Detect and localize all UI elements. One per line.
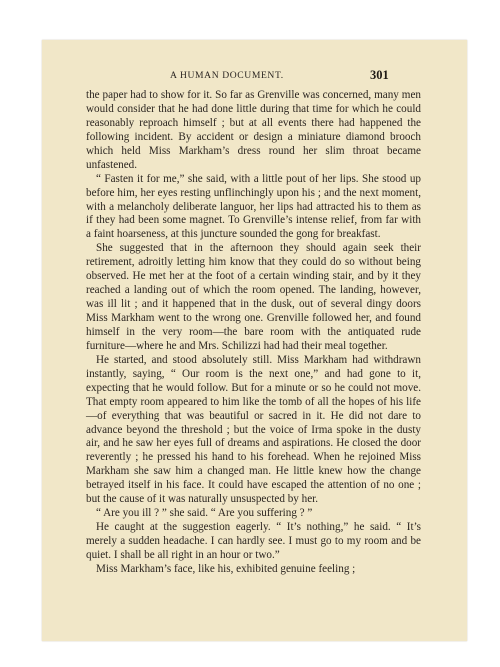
- paragraph: He caught at the suggestion eagerly. “ It’s nothing,” he said. “ It’s merely a sudden headache. I can hardly see. I must go to my room and be quiet. I shall be all right in an hour or two.”: [86, 521, 421, 561]
- paragraph: “ Fasten it for me,” she said, with a little pout of her lips. She stood up before him, her eyes resting unflinchingly upon his ; and the next moment, with a melancholy deliberate languor, her lips had attracted his to them as if they had been some magnet. To Grenville’s intense relief, from far with a faint hoarseness, at this juncture sounded the gong for breakfast.: [86, 172, 421, 241]
- paragraph: He started, and stood absolutely still. Miss Markham had withdrawn instantly, saying, “ Our room is the next one,” and had gone to it, expecting that he would follow. But for a minute or so he could not move. That empty room appeared to him like the tomb of all the hopes of his life—of everything that was beautiful or sacred in it. He did not dare to advance beyond the threshold ; but the voice of Irma spoke in the dusty air, and he saw her eyes full of dreams and aspirations. He closed the door reverently ; he pressed his hand to his forehead. When he rejoined Miss Markham she saw him a changed man. He little knew how the change betrayed itself in his face. It could have escaped the attention of no one ; but the cause of it was naturally unsuspected by her.: [86, 353, 421, 506]
- running-head: A HUMAN DOCUMENT.: [170, 70, 284, 81]
- page-header: [42, 68, 467, 82]
- paragraph: “ Are you ill ? ” she said. “ Are you suffering ? ”: [96, 507, 313, 520]
- page-number: 301: [370, 68, 389, 82]
- body-text: [86, 89, 421, 577]
- paragraph: She suggested that in the afternoon they should again seek their retirement, adroitly letting him know that they could do so without being observed. He met her at the foot of a certain winding stair, and by it they reached a landing out of which the room opened. The landing, however, was ill lit ; and it happened that in the dusk, out of several dingy doors Miss Markham went to the wrong one. Grenville followed her, and found himself in the very room—the bare room with the antiquated rude furniture—where he and Mrs. Schilizzi had had their meal together.: [86, 242, 421, 352]
- paragraph: Miss Markham’s face, like his, exhibited genuine feeling ;: [96, 562, 356, 575]
- paragraph: the paper had to show for it. So far as Grenville was concerned, many men would consider that he had done little during that time for which he could reasonably reproach himself ; but at all events there had happened the following incident. By accident or design a miniature diamond brooch which held Miss Markham’s dress round her slim throat became unfastened.: [86, 89, 421, 171]
- book-page: [42, 40, 467, 641]
